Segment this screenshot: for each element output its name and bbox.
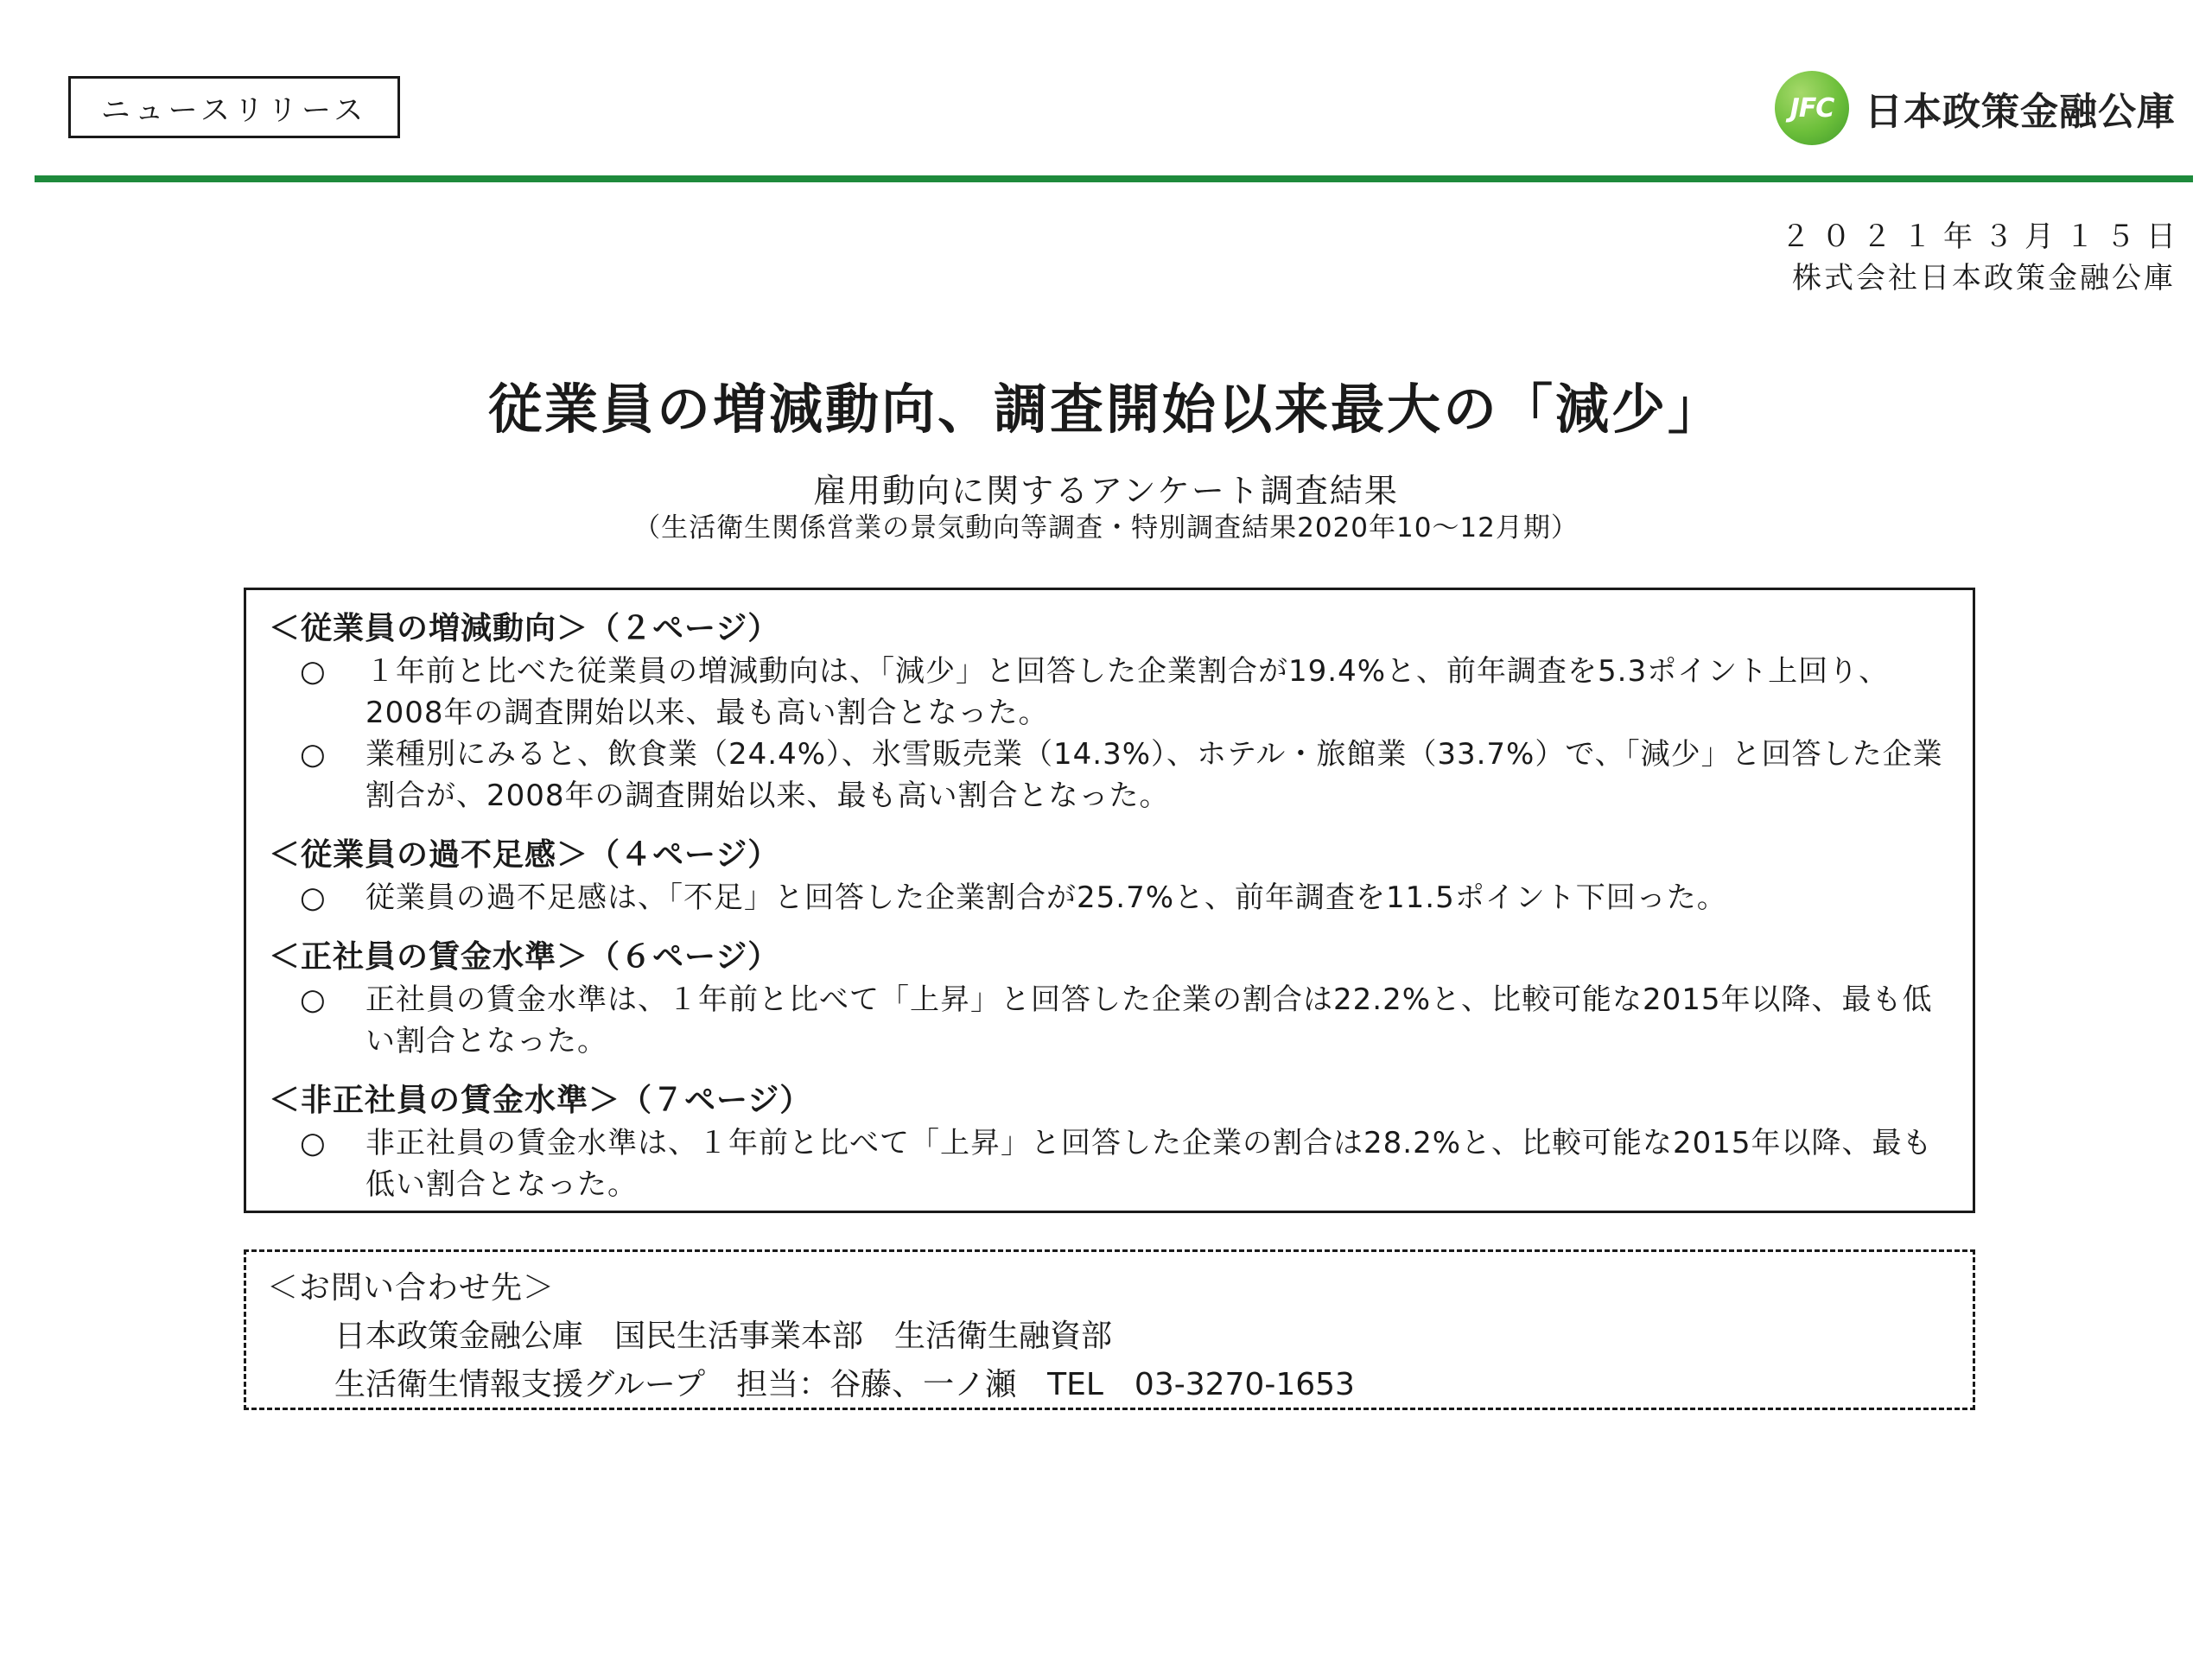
circle-bullet-icon: ○ <box>300 737 327 772</box>
date-block <box>1781 216 2187 299</box>
summary-bullet <box>269 734 1950 817</box>
news-release-badge <box>68 76 400 138</box>
page-title: 従業員の増減動向、調査開始以来最大の「減少」 <box>487 378 1724 441</box>
issuer-name: 株式会社日本政策金融公庫 <box>1792 261 2176 296</box>
section-heading: ＜正社員の賃金水準＞（６ページ） <box>269 939 780 975</box>
contact-heading: ＜お問い合わせ先＞ <box>267 1270 556 1306</box>
contact-person-phone: 生活衛生情報支援グループ 担当：谷藤、一ノ瀬 TEL 03-3270-1653 <box>334 1367 1355 1402</box>
bullet-text: 業種別にみると、飲食業（24.4%）、氷雪販売業（14.3%）、ホテル・旅館業（33.7%）で、「減少」と回答した企業割合が、2008年の調査開始以来、最も高い割合となった。 <box>365 737 1943 813</box>
contact-department: 日本政策金融公庫 国民生活事業本部 生活衛生融資部 <box>334 1319 1113 1354</box>
summary-bullet <box>269 877 1950 918</box>
header-divider <box>35 175 2193 182</box>
jfc-logo-mark-icon <box>1775 71 1849 145</box>
summary-section-labor-shortage <box>269 834 1950 918</box>
subtitle: 雇用動向に関するアンケート調査結果 <box>813 472 1399 510</box>
logo-name: 日本政策金融公庫 <box>1865 90 2176 134</box>
circle-bullet-icon: ○ <box>300 880 327 915</box>
circle-bullet-icon: ○ <box>300 1126 327 1160</box>
circle-bullet-icon: ○ <box>300 654 327 689</box>
bullet-text: 正社員の賃金水準は、１年前と比べて「上昇」と回答した企業の割合は22.2%と、比較可能な2015年以降、最も低い割合となった。 <box>365 982 1933 1058</box>
bullet-text: 非正社員の賃金水準は、１年前と比べて「上昇」と回答した企業の割合は28.2%と、比較可能な2015年以降、最も低い割合となった。 <box>365 1126 1933 1202</box>
summary-section-nonregular-wage <box>269 1079 1950 1205</box>
summary-bullet <box>269 1122 1950 1205</box>
logo-mark-text: JFC <box>1789 92 1834 124</box>
summary-bullet <box>269 979 1950 1062</box>
section-heading: ＜従業員の増減動向＞（２ページ） <box>269 611 780 646</box>
bullet-text: 従業員の過不足感は、「不足」と回答した企業割合が25.7%と、前年調査を11.5ポイント下回った。 <box>365 880 1727 915</box>
news-release-label: ニュースリリース <box>100 92 368 128</box>
sub-subtitle: （生活衛生関係営業の景気動向等調査・特別調査結果2020年10～12月期） <box>633 512 1579 543</box>
bullet-text: １年前と比べた従業員の増減動向は、「減少」と回答した企業割合が19.4%と、前年調査を5.3ポイント上回り、2008年の調査開始以来、最も高い割合となった。 <box>365 654 1890 730</box>
section-heading: ＜従業員の過不足感＞（４ページ） <box>269 837 780 873</box>
summary-bullet <box>269 651 1950 734</box>
summary-box <box>244 588 1975 1213</box>
jfc-logo <box>1775 71 2176 145</box>
section-heading: ＜非正社員の賃金水準＞（７ページ） <box>269 1083 812 1118</box>
summary-section-regular-wage <box>269 936 1950 1062</box>
summary-section-employee-change <box>269 607 1950 817</box>
release-date: ２０２１年３月１５日 <box>1781 219 2187 254</box>
circle-bullet-icon: ○ <box>300 982 327 1017</box>
contact-box <box>244 1249 1975 1410</box>
